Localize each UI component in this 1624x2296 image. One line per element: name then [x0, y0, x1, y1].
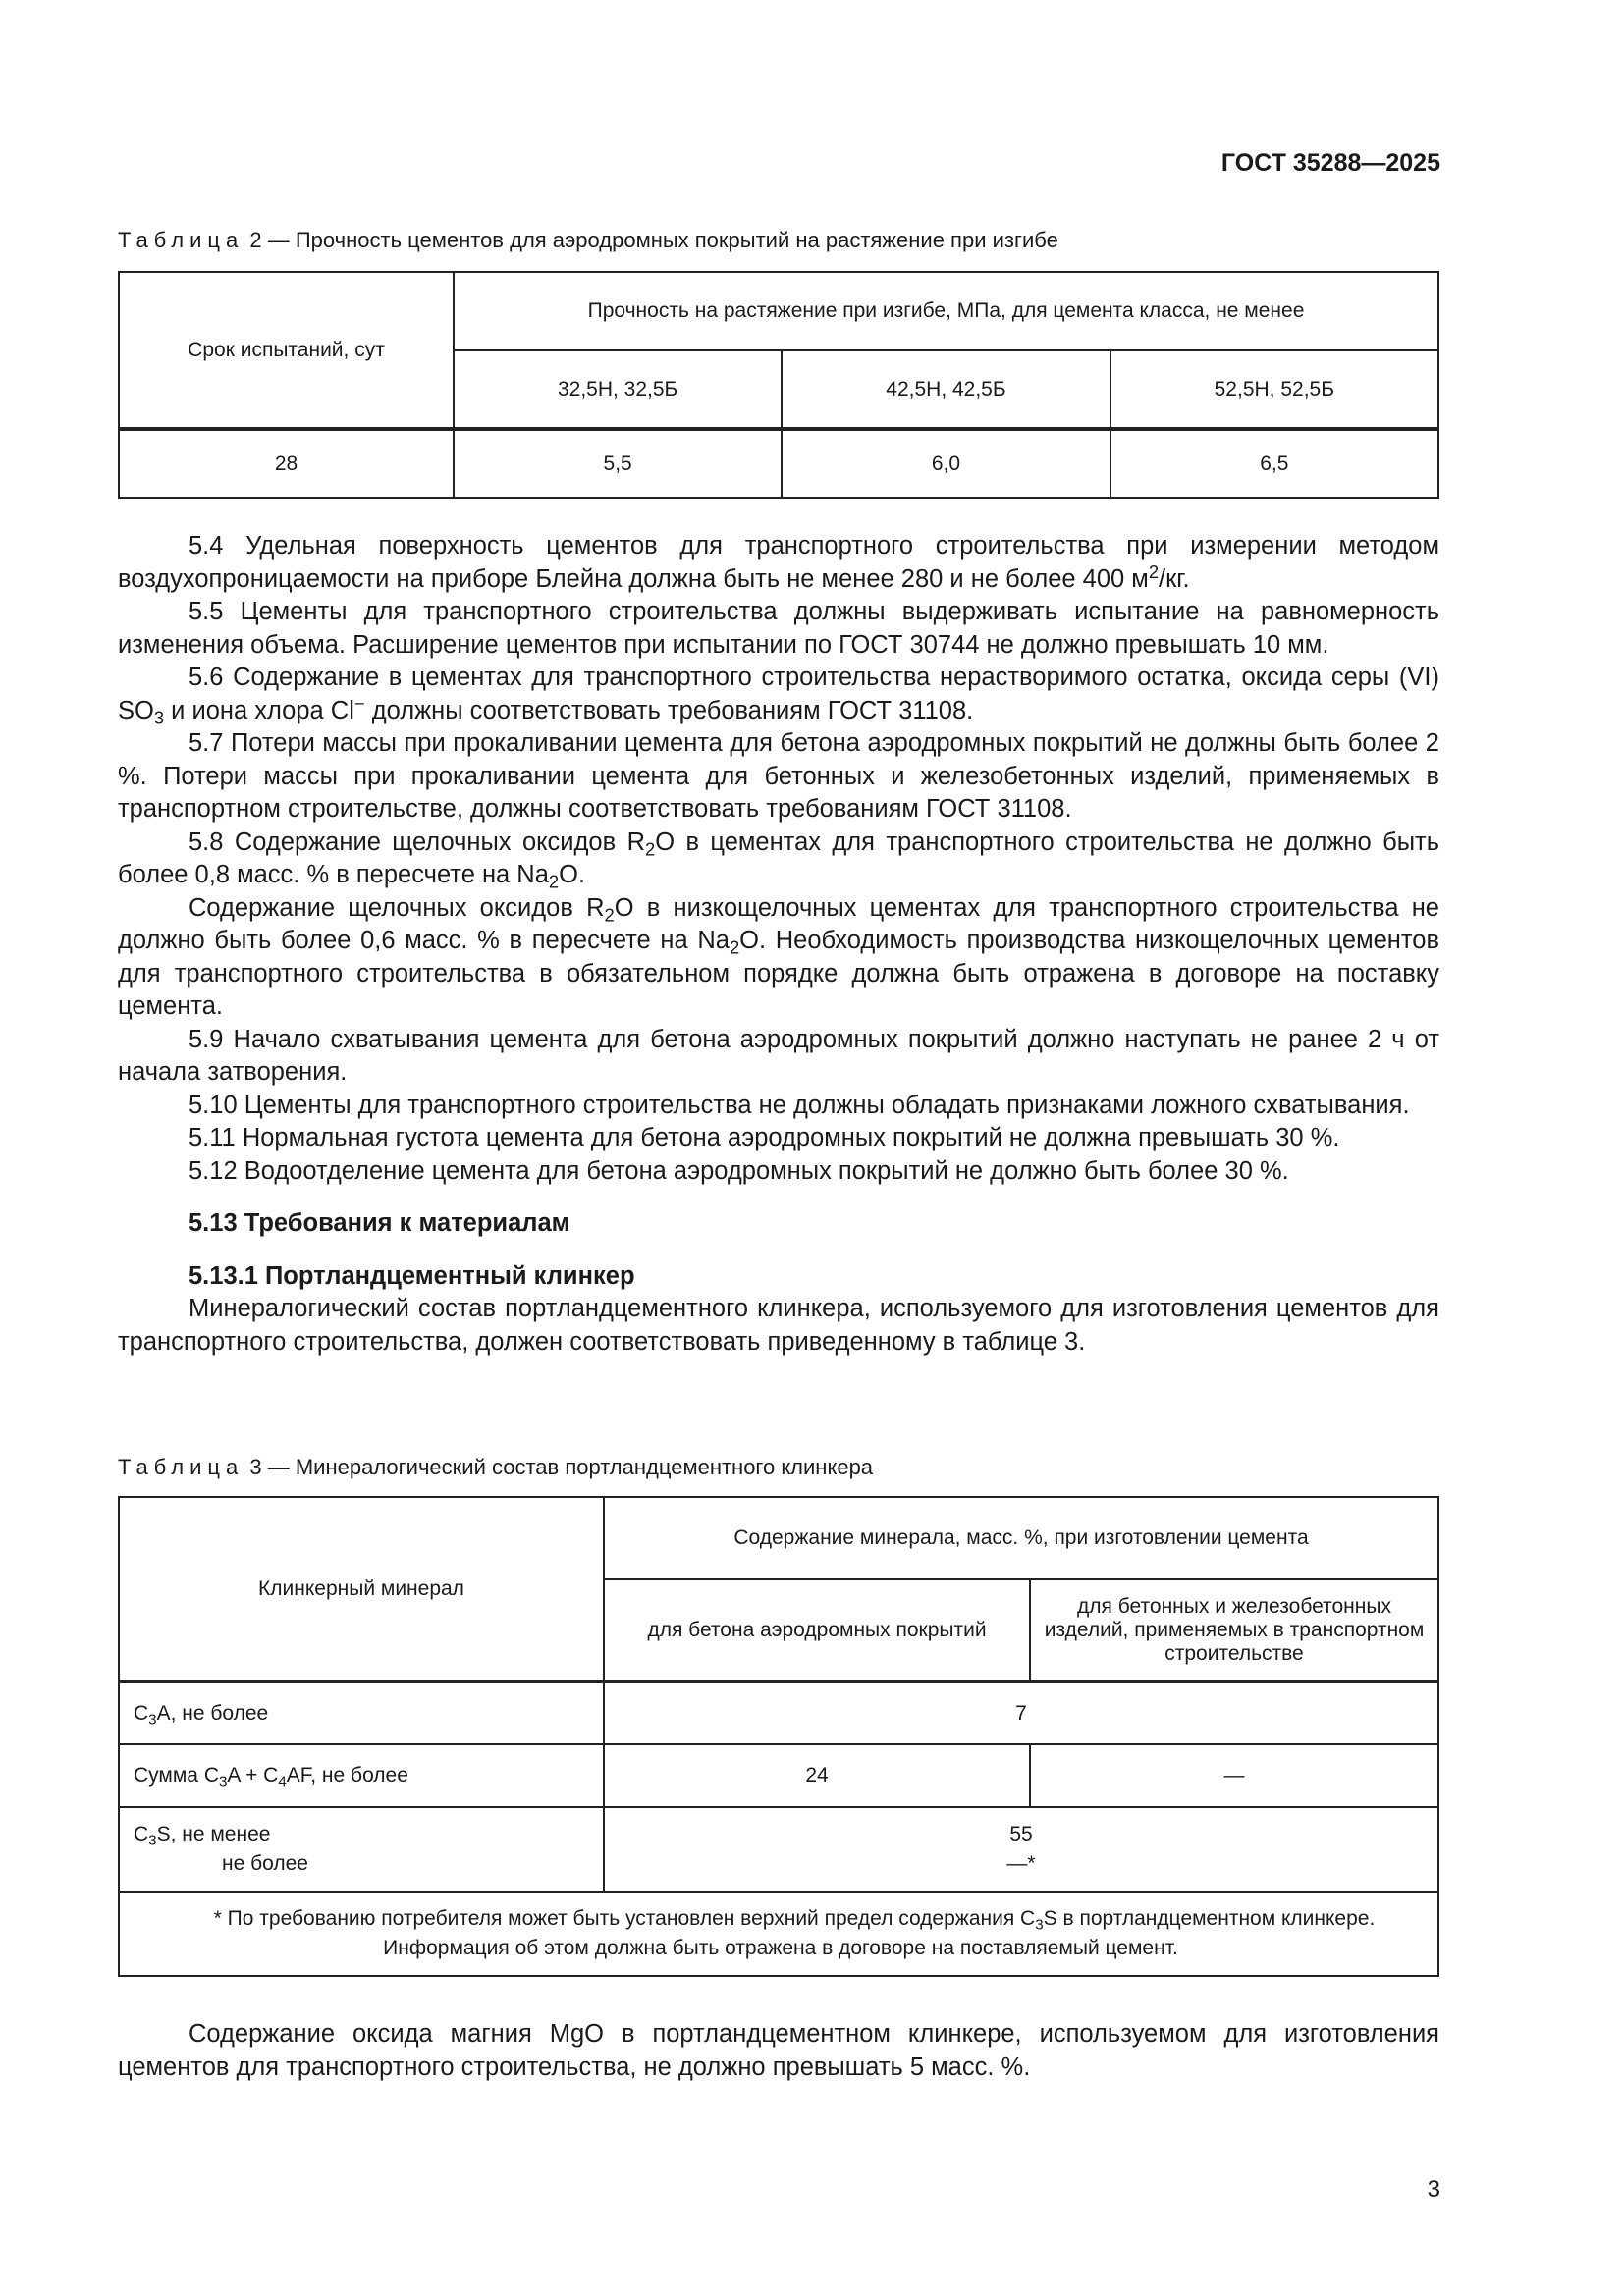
- table3-caption-word: Таблица: [118, 1455, 244, 1479]
- table2-cell-value: 6,5: [1110, 429, 1438, 498]
- paragraph-5-8: 5.8 Содержание щелочных оксидов $R_2O$ в цементах для транспортного строительства не должно быть более 0,8 масс. % в пересчете на $Na_2O$.: [118, 828, 1439, 892]
- table2-caption-text: 2 — Прочность цементов для аэродромных покрытий на растяжение при изгибе: [249, 228, 1058, 252]
- table-row: [119, 1744, 1438, 1807]
- paragraph-5-8-low-alkali: Содержание щелочных оксидов $R_2O$ в низкощелочных цементах для транспортного строительства не должно быть более 0,6 масс. % в пересчете на $Na_2O$. Необходимость производства низкощелочных цементов для транспортного строительства в обязательном порядке должна быть отражена в договоре на поставку цемента.: [118, 893, 1439, 1020]
- heading-5-13-1: 5.13.1 Портландцементный клинкер: [189, 1261, 635, 1290]
- paragraph-5-11: 5.11 Нормальная густота цемента для бетона аэродромных покрытий не должна превышать 30 %.: [189, 1124, 1340, 1151]
- table3-cell-mineral: Сумма $C_3A + C_4AF$, не более: [119, 1744, 604, 1807]
- table-row: [119, 429, 1438, 498]
- table2-cell-term: 28: [119, 429, 454, 498]
- paragraph-5-6: 5.6 Содержание в цементах для транспортного строительства нерастворимого остатка, оксида серы (VI) $SO_3$ и иона хлора Cl− должны соответствовать требованиям ГОСТ 31108.: [118, 664, 1439, 727]
- table3-footnote: * По требованию потребителя может быть установлен верхний предел содержания $C_3S$ в портландцементном клинкере. Информация об этом должна быть отражена в договоре на поставляемый цемент.: [119, 1892, 1438, 1976]
- table2-cell-value: 5,5: [454, 429, 782, 498]
- paragraph-5-7: 5.7 Потери массы при прокаливании цемента для бетона аэродромных покрытий не должны быть более 2 %. Потери массы при прокаливании цемента для бетонных и железобетонных изделий, применяемых в транспортном строительстве, должны соответствовать требованиям ГОСТ 31108.: [118, 729, 1439, 823]
- table3: [118, 1496, 1439, 1977]
- table2-header-class: 52,5Н, 52,5Б: [1110, 350, 1438, 429]
- table2-cell-value: 6,0: [782, 429, 1110, 498]
- table3-cell-value: 7: [604, 1682, 1438, 1744]
- table3-caption-text: 3 — Минералогический состав портландцементного клинкера: [249, 1455, 874, 1479]
- table2-header-group: Прочность на растяжение при изгибе, МПа, для цемента класса, не менее: [454, 272, 1438, 350]
- table3-header-airfield: для бетона аэродромных покрытий: [604, 1579, 1030, 1682]
- table3-cell-mineral: $C_3S$, не менее не более: [119, 1807, 604, 1892]
- table-row: [119, 1682, 1438, 1744]
- table2-caption: [118, 228, 1058, 253]
- table2-header-term: Срок испытаний, сут: [119, 272, 454, 429]
- table3-cell-value: —: [1030, 1744, 1438, 1807]
- table3-header-mineral: Клинкерный минерал: [119, 1497, 604, 1682]
- table2-header-class: 42,5Н, 42,5Б: [782, 350, 1110, 429]
- paragraph-5-5: 5.5 Цементы для транспортного строительства должны выдерживать испытание на равномерность изменения объема. Расширение цементов при испытании по ГОСТ 30744 не должно превышать 10 мм.: [118, 598, 1439, 659]
- table2: [118, 271, 1439, 499]
- paragraph-5-10: 5.10 Цементы для транспортного строительства не должны обладать признаками ложного схватывания.: [189, 1091, 1410, 1119]
- table2-caption-word: Таблица: [118, 228, 244, 252]
- heading-5-13: 5.13 Требования к материалам: [189, 1209, 570, 1237]
- paragraph-5-9: 5.9 Начало схватывания цемента для бетона аэродромных покрытий должно наступать не ранее 2 ч от начала затворения.: [118, 1025, 1439, 1086]
- table3-caption: [118, 1455, 873, 1480]
- table3-cell-value: 55 —*: [604, 1807, 1438, 1892]
- table3-cell-mineral: $C_3A$, не более: [119, 1682, 604, 1744]
- table3-header-concrete-products: для бетонных и железобетонных изделий, применяемых в транспортном строительстве: [1030, 1579, 1438, 1682]
- table3-header-group: Содержание минерала, масс. %, при изготовлении цемента: [604, 1497, 1438, 1579]
- paragraph-mgo: Содержание оксида магния MgO в портландцементном клинкере, используемом для изготовления цементов для транспортного строительства, не должно превышать 5 масс. %.: [118, 2020, 1439, 2081]
- page-number: 3: [1427, 2176, 1440, 2203]
- mgo-text: [118, 2018, 1439, 2084]
- paragraph-5-4: 5.4 Удельная поверхность цементов для транспортного строительства при измерении методом воздухопроницаемости на приборе Блейна должна быть не менее 280 и не более 400 $м^2/кг$.: [118, 532, 1439, 593]
- table-row: [119, 1807, 1438, 1892]
- standard-header: ГОСТ 35288—2025: [1220, 149, 1440, 177]
- table3-cell-value: 24: [604, 1744, 1030, 1807]
- table2-header-class: 32,5Н, 32,5Б: [454, 350, 782, 429]
- main-text: [118, 530, 1439, 1359]
- paragraph-5-12: 5.12 Водоотделение цемента для бетона аэродромных покрытий не должно быть более 30 %.: [189, 1156, 1289, 1185]
- paragraph-5-13-1: Минералогический состав портландцементного клинкера, используемого для изготовления цементов для транспортного строительства, должен соответствовать приведенному в таблице 3.: [118, 1295, 1439, 1356]
